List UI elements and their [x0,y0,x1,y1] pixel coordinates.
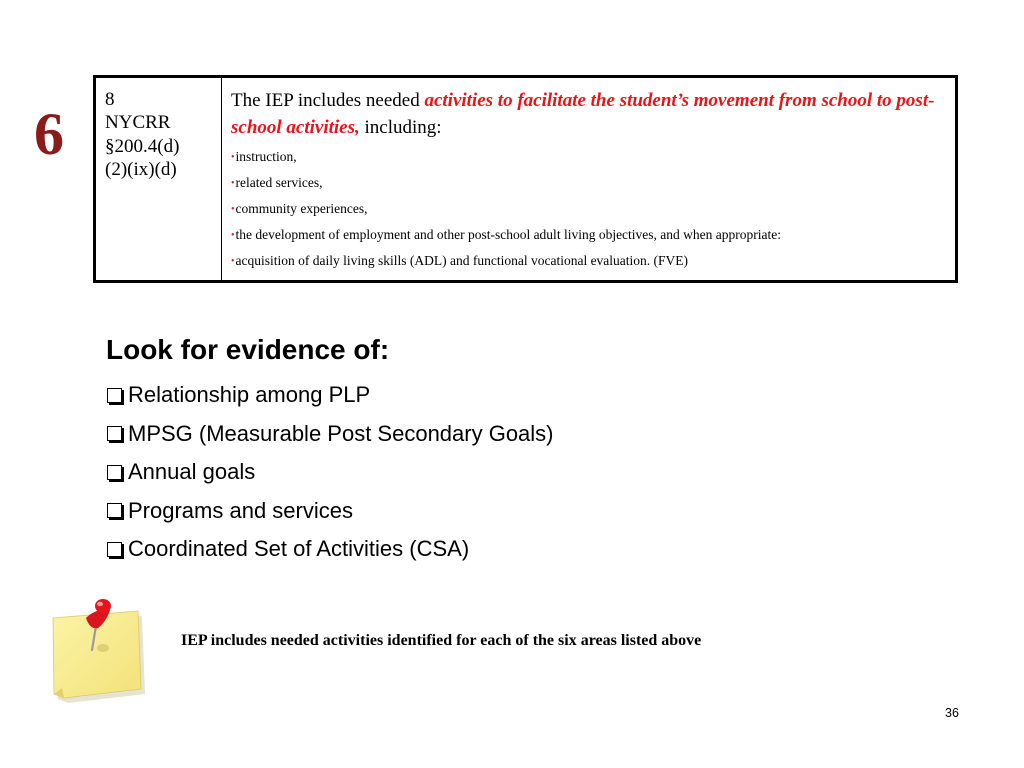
requirement-item: • acquisition of daily living skills (ADL) and functional vocational evaluation. (FVE) [231,248,947,274]
evidence-heading: Look for evidence of: [106,334,390,365]
checkbox-icon [107,388,122,403]
description-sentence [231,88,947,142]
description-after: including: [359,116,442,138]
requirement-item: • instruction, [231,144,947,170]
requirement-list [231,144,947,274]
checkbox-icon [107,465,122,480]
page-number: 36 [945,706,959,720]
description-intro: The IEP includes needed [231,90,425,111]
evidence-item-label: Annual goals [128,459,256,485]
checkbox-icon [107,503,122,518]
citation-line: (2)(ix)(d) [105,159,177,181]
requirement-item: • related services, [231,170,947,196]
evidence-item [104,453,554,492]
description-emphasis-comma: , [355,116,360,138]
evidence-item-label: Programs and services [128,497,353,523]
evidence-item [104,415,554,454]
note-text: IEP includes needed activities identified for each of the six areas listed above [181,632,702,649]
checkbox-icon [107,542,122,557]
evidence-item-label: Coordinated Set of Activities (CSA) [128,536,470,562]
requirement-item: • the development of employment and other post-school adult living objectives, and when appropriate: [231,222,947,248]
regulation-table [93,75,958,283]
evidence-checklist [104,376,554,569]
description-emphasis: activities to facilitate the student’s movement from school to post-school activities [231,90,935,138]
sticky-note-icon [48,596,148,708]
citation-cell [95,77,222,282]
evidence-item [104,376,554,415]
citation-line: 8 [105,89,115,110]
evidence-item-label: MPSG (Measurable Post Secondary Goals) [128,420,554,446]
slide-section-number: 6 [34,101,64,167]
description-cell [222,77,957,282]
regulation-row [95,77,957,282]
evidence-item [104,530,554,569]
evidence-item [104,492,554,531]
evidence-item-label: Relationship among PLP [128,382,371,408]
requirement-item: • community experiences, [231,196,947,222]
citation-line: §200.4(d) [105,135,180,157]
checkbox-icon [107,426,122,441]
citation-line: NYCRR [105,112,171,134]
